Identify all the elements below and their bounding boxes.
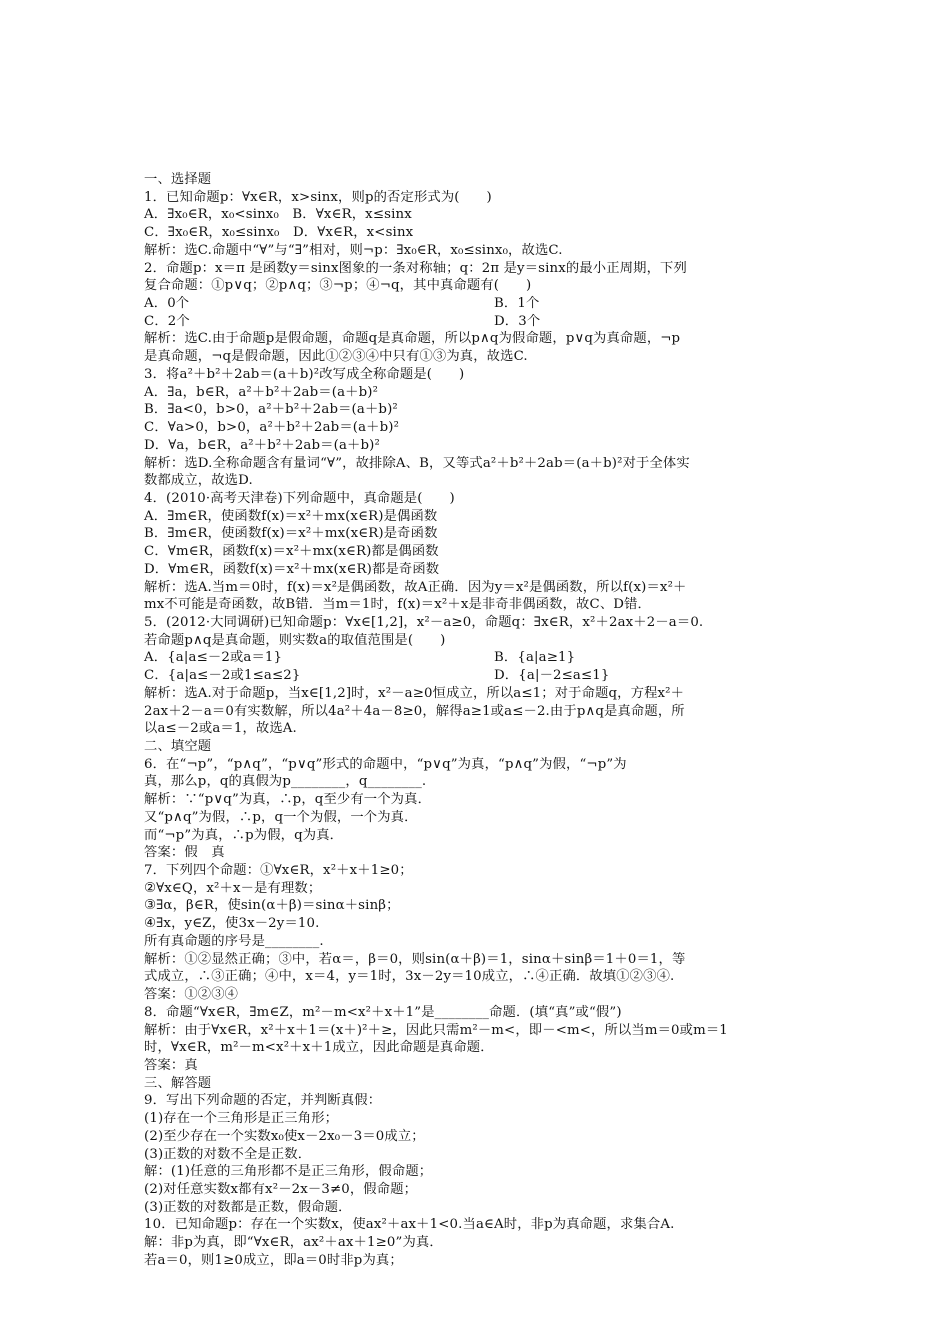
- text-line: 2ax＋2－a＝0有实数解，所以4a²＋4a－8≥0，解得a≥1或a≤－2.由于p∧q是真命题，所: [144, 703, 685, 719]
- text-line: 6．在“¬p”，“p∧q”，“p∨q”形式的命题中，“p∨q”为真，“p∧q”为假，“¬p”为: [144, 756, 627, 772]
- text-line: 解析：选A.当m＝0时，f(x)＝x²是偶函数，故A正确．因为y＝x²是偶函数，所以f(x)＝x²＋: [144, 579, 687, 595]
- text-line: 二、填空题: [144, 739, 212, 754]
- text-line: 2．命题p：x＝π 是函数y＝sinx图象的一条对称轴；q：2π 是y＝sinx的最小正周期，下列: [144, 260, 687, 276]
- option-row: [144, 649, 812, 667]
- text-line: B．∃a<0，b>0，a²＋b²＋2ab＝(a＋b)²: [144, 402, 398, 418]
- text-line: C．∀a>0，b>0，a²＋b²＋2ab＝(a＋b)²: [144, 420, 400, 436]
- text-line: 9．写出下列命题的否定，并判断真假：: [144, 1093, 382, 1109]
- text-line: A．∃a，b∈R，a²＋b²＋2ab＝(a＋b)²: [144, 384, 379, 400]
- text-line: A．∃x₀∈R，x₀<sinx₀ B．∀x∈R，x≤sinx: [144, 207, 412, 223]
- text-line: 4．(2010·高考天津卷)下列命题中，真命题是( ): [144, 490, 455, 506]
- option-right: D．{a|－2≤a≤1}: [494, 668, 610, 684]
- text-line: ③∃α，β∈R，使sin(α＋β)＝sinα＋sinβ；: [144, 898, 400, 914]
- text-line: (1)存在一个三角形是正三角形；: [144, 1111, 339, 1127]
- text-line: 以a≤－2或a＝1，故选A.: [144, 721, 297, 737]
- text-line: (3)正数的对数都是正数，假命题．: [144, 1199, 352, 1215]
- text-line: 真，那么p，q的真假为p________，q________.: [144, 774, 427, 790]
- option-right: D．3个: [494, 313, 541, 329]
- text-line: D．∀a，b∈R，a²＋b²＋2ab＝(a＋b)²: [144, 437, 380, 453]
- text-line: 解析：∵“p∨q”为真，∴p，q至少有一个为真．: [144, 792, 432, 808]
- text-line: 若a＝0，则1≥0成立，即a＝0时非p为真；: [144, 1252, 403, 1268]
- text-line: (3)正数的对数不全是正数．: [144, 1146, 312, 1162]
- text-line: A．∃m∈R，使函数f(x)＝x²＋mx(x∈R)是偶函数: [144, 508, 438, 524]
- option-right: B．1个: [494, 296, 540, 312]
- text-line: 答案：真: [144, 1057, 198, 1073]
- text-line: 三、解答题: [144, 1075, 212, 1091]
- option-left: C．2个: [144, 313, 190, 329]
- text-line: 时，∀x∈R，m²－m<x²＋x＋1成立，因此命题是真命题．: [144, 1040, 494, 1056]
- text-line: 3．将a²＋b²＋2ab＝(a＋b)²改写成全称命题是( ): [144, 366, 465, 382]
- text-line: 解析：选A.对于命题p，当x∈[1,2]时，x²－a≥0恒成立，所以a≤1；对于命题q，方程x²＋: [144, 685, 685, 701]
- text-line: 8．命题“∀x∈R，∃m∈Z，m²－m<x²＋x＋1”是________命题．(填“真”或“假”): [144, 1004, 622, 1020]
- text-line: C．∃x₀∈R，x₀≤sinx₀ D．∀x∈R，x<sinx: [144, 225, 414, 241]
- option-row: [144, 295, 812, 313]
- text-line: 1．已知命题p：∀x∈R，x>sinx，则p的否定形式为( ): [144, 189, 492, 205]
- text-line: 是真命题，¬q是假命题，因此①②③④中只有①③为真，故选C.: [144, 349, 528, 365]
- text-line: 7．下列四个命题：①∀x∈R，x²＋x＋1≥0；: [144, 863, 413, 879]
- text-line: 解析：由于∀x∈R，x²＋x＋1＝(x＋)²＋≥，因此只需m²－m<，即－<m<，所以当m＝0或m＝1: [144, 1022, 728, 1038]
- text-line: mx不可能是奇函数，故B错．当m＝1时，f(x)＝x²＋x是非奇非偶函数，故C、D错．: [144, 597, 651, 613]
- text-line: 答案：①②③④: [144, 987, 239, 1003]
- document-body: [144, 171, 812, 1270]
- text-line: 所有真命题的序号是________.: [144, 933, 324, 949]
- option-right: B．{a|a≥1}: [494, 650, 576, 666]
- text-line: 数都成立，故选D.: [144, 473, 253, 489]
- text-line: 解析：①②显然正确；③中，若α＝，β＝0，则sin(α＋β)＝1，sinα＋sinβ＝1＋0＝1，等: [144, 951, 686, 967]
- text-line: 解：(1)任意的三角形都不是正三角形，假命题；: [144, 1164, 433, 1180]
- text-line: 复合命题：①p∨q；②p∧q；③¬p；④¬q，其中真命题有( ): [144, 278, 532, 294]
- text-line: 又“p∧q”为假，∴p，q一个为假，一个为真．: [144, 809, 418, 825]
- text-line: 答案：假 真: [144, 845, 225, 861]
- text-line: 解析：选C.由于命题p是假命题，命题q是真命题，所以p∧q为假命题，p∨q为真命题，¬p: [144, 331, 681, 347]
- text-line: B．∃m∈R，使函数f(x)＝x²＋mx(x∈R)是奇函数: [144, 526, 438, 542]
- text-line: 若命题p∧q是真命题，则实数a的取值范围是( ): [144, 632, 446, 648]
- text-line: ②∀x∈Q，x²＋x－是有理数；: [144, 880, 322, 896]
- option-row: [144, 667, 812, 685]
- text-line: (2)对任意实数x都有x²－2x－3≠0，假命题；: [144, 1181, 418, 1197]
- text-line: 式成立，∴③正确；④中，x＝4，y＝1时，3x－2y＝10成立，∴④正确．故填①②③④.: [144, 969, 675, 985]
- option-row: [144, 313, 812, 331]
- text-line: 解析：选D.全称命题含有量词“∀”，故排除A、B，又等式a²＋b²＋2ab＝(a＋b)²对于全体实: [144, 455, 690, 471]
- text-line: D．∀m∈R，函数f(x)＝x²＋mx(x∈R)都是奇函数: [144, 561, 440, 577]
- option-left: A．{a|a≤－2或a＝1}: [144, 650, 283, 666]
- text-line: C．∀m∈R，函数f(x)＝x²＋mx(x∈R)都是偶函数: [144, 544, 439, 560]
- text-line: ④∃x，y∈Z，使3x－2y＝10.: [144, 916, 320, 932]
- text-line: 而“¬p”为真，∴p为假，q为真．: [144, 827, 344, 843]
- text-line: 5．(2012·大同调研)已知命题p：∀x∈[1,2]，x²－a≥0，命题q：∃x∈R，x²＋2ax＋2－a＝0.: [144, 614, 704, 630]
- option-left: A．0个: [144, 296, 190, 312]
- text-line: 解：非p为真，即“∀x∈R，ax²＋ax＋1≥0”为真．: [144, 1235, 443, 1251]
- option-left: C．{a|a≤－2或1≤a≤2}: [144, 668, 301, 684]
- text-line: 10．已知命题p：存在一个实数x，使ax²＋ax＋1<0.当a∈A时，非p为真命题，求集合A.: [144, 1217, 675, 1233]
- text-line: 一、选择题: [144, 172, 212, 187]
- text-line: 解析：选C.命题中“∀”与“∃”相对，则¬p：∃x₀∈R，x₀≤sinx₀，故选C.: [144, 242, 563, 258]
- text-line: (2)至少存在一个实数x₀使x－2x₀－3＝0成立；: [144, 1128, 425, 1144]
